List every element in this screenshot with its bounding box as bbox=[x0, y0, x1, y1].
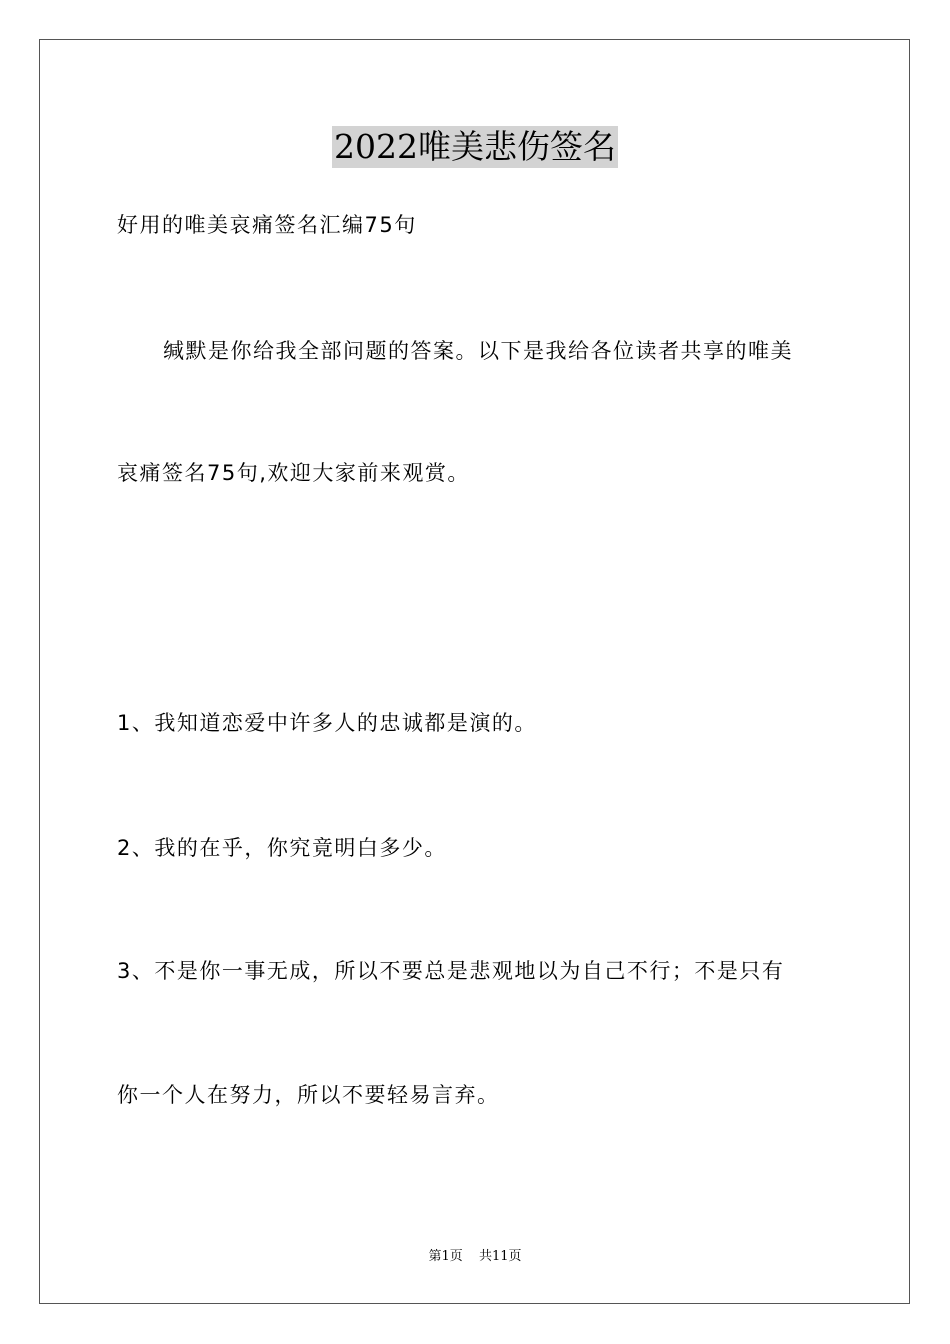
list-item-continuation: 你一个人在努力，所以不要轻易言弃。 bbox=[117, 1083, 500, 1107]
list-item: 2、我的在乎，你究竟明白多少。 bbox=[117, 836, 447, 860]
page-number: 第1页 bbox=[428, 1249, 463, 1264]
intro-paragraph-line-2: 哀痛签名75句,欢迎大家前来观赏。 bbox=[117, 461, 470, 485]
intro-paragraph-line-1: 缄默是你给我全部问题的答案。以下是我给各位读者共享的唯美 bbox=[163, 339, 793, 363]
list-item: 1、我知道恋爱中许多人的忠诚都是演的。 bbox=[117, 711, 537, 735]
subtitle: 好用的唯美哀痛签名汇编75句 bbox=[117, 213, 417, 237]
list-item: 3、不是你一事无成，所以不要总是悲观地以为自己不行；不是只有 bbox=[117, 959, 785, 983]
title-container bbox=[0, 126, 950, 168]
document-title: 2022唯美悲伤签名 bbox=[334, 127, 616, 166]
page-total: 共11页 bbox=[478, 1249, 522, 1264]
page-footer bbox=[0, 1245, 950, 1264]
